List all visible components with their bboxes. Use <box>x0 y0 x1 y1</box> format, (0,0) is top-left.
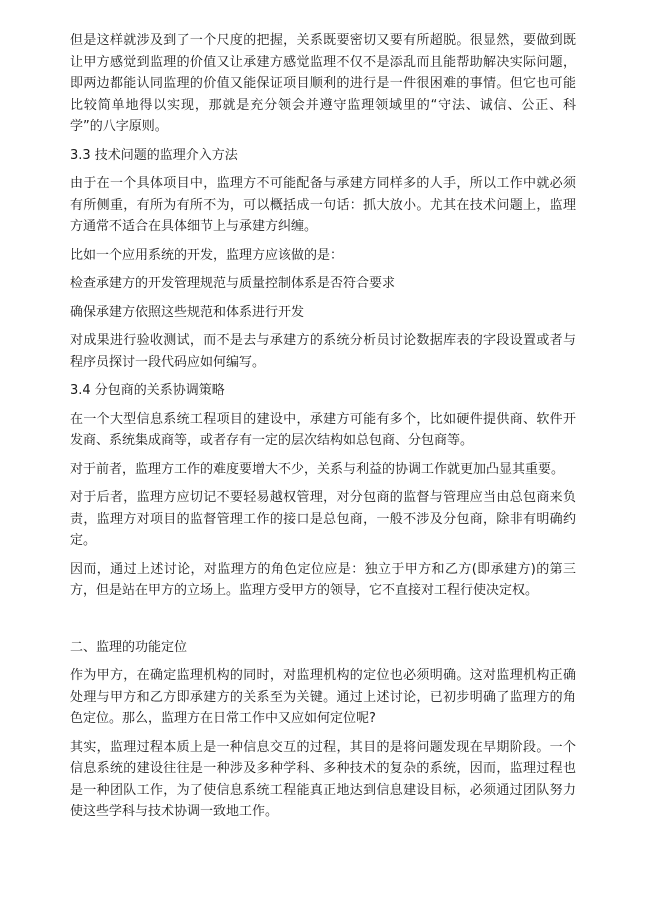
paragraph-multiple-contractors: 在一个大型信息系统工程项目的建设中，承建方可能有多个，比如硬件提供商、软件开发商、系统集成商等，或者存有一定的层次结构如总包商、分包商等。 <box>70 411 576 448</box>
section-heading-3-3: 3.3 技术问题的监理介入方法 <box>70 147 238 163</box>
paragraph-latter-case: 对于后者，监理方应切记不要轻易越权管理，对分包商的监督与管理应当由总包商来负责，监理方对项目的监督管理工作的接口是总包商，一般不涉及分包商，除非有明确约定。 <box>70 490 576 548</box>
section-heading-3-4: 3.4 分包商的关系协调策略 <box>70 383 225 398</box>
paragraph-scale-of-relationship: 但是这样就涉及到了一个尺度的把握，关系既要密切又要有所超脱。很显然，要做到既让甲方感觉到监理的价值又让承建方感觉监理不仅不是添乱而且能帮助解决实际问题，即两边都能认同监理的价值又能保证项目顺利的进行是一件很困难的事情。但它也可能比较简单地得以实现，那就是充分领会并遵守监理领域里的“守法、诚信、公正、科学”的八字原则。 <box>70 33 576 134</box>
paragraph-app-development-example: 比如一个应用系统的开发，监理方应该做的是： <box>70 247 344 263</box>
paragraph-owner-positioning: 作为甲方，在确定监理机构的同时，对监理机构的定位也必须明确。这对监理机构正确处理与甲方和乙方即承建方的关系至为关键。通过上述讨论，已初步明确了监理方的角色定位。那么，监理方在日常工作中又应如何定位呢? <box>70 668 576 726</box>
section-heading-function-positioning: 二、监理的功能定位 <box>70 639 188 655</box>
paragraph-former-case: 对于前者，监理方工作的难度要增大不少，关系与利益的协调工作就更加凸显其重要。 <box>70 461 565 477</box>
paragraph-focus-on-key-issues: 由于在一个具体项目中，监理方不可能配备与承建方同样多的人手，所以工作中就必须有所侧重，有所为有所不为，可以概括成一句话：抓大放小。尤其在技术问题上，监理方通常不适合在具体细节上与承建方纠缠。 <box>70 176 576 234</box>
paragraph-check-standards: 检查承建方的开发管理规范与质量控制体系是否符合要求 <box>70 276 396 291</box>
blank-line <box>70 609 576 637</box>
paragraph-information-interaction: 其实，监理过程本质上是一种信息交互的过程，其目的是将问题发现在早期阶段。一个信息系统的建设往往是一种涉及多种学科、多种技术的复杂的系统，因而，监理过程也是一种团队工作，为了使信息系统工程能真正地达到信息建设目标，必须通过团队努力使这些学科与技术协调一致地工作。 <box>70 739 576 819</box>
paragraph-role-conclusion: 因而，通过上述讨论，对监理方的角色定位应是：独立于甲方和乙方(即承建方)的第三方，但是站在甲方的立场上。监理方受甲方的领导，它不直接对工程行使决定权。 <box>70 561 576 598</box>
paragraph-ensure-compliance: 确保承建方依照这些规范和体系进行开发 <box>70 304 305 320</box>
paragraph-acceptance-testing: 对成果进行验收测试，而不是去与承建方的系统分析员讨论数据库表的字段设置或者与程序员探讨一段代码应如何编写。 <box>70 333 576 370</box>
